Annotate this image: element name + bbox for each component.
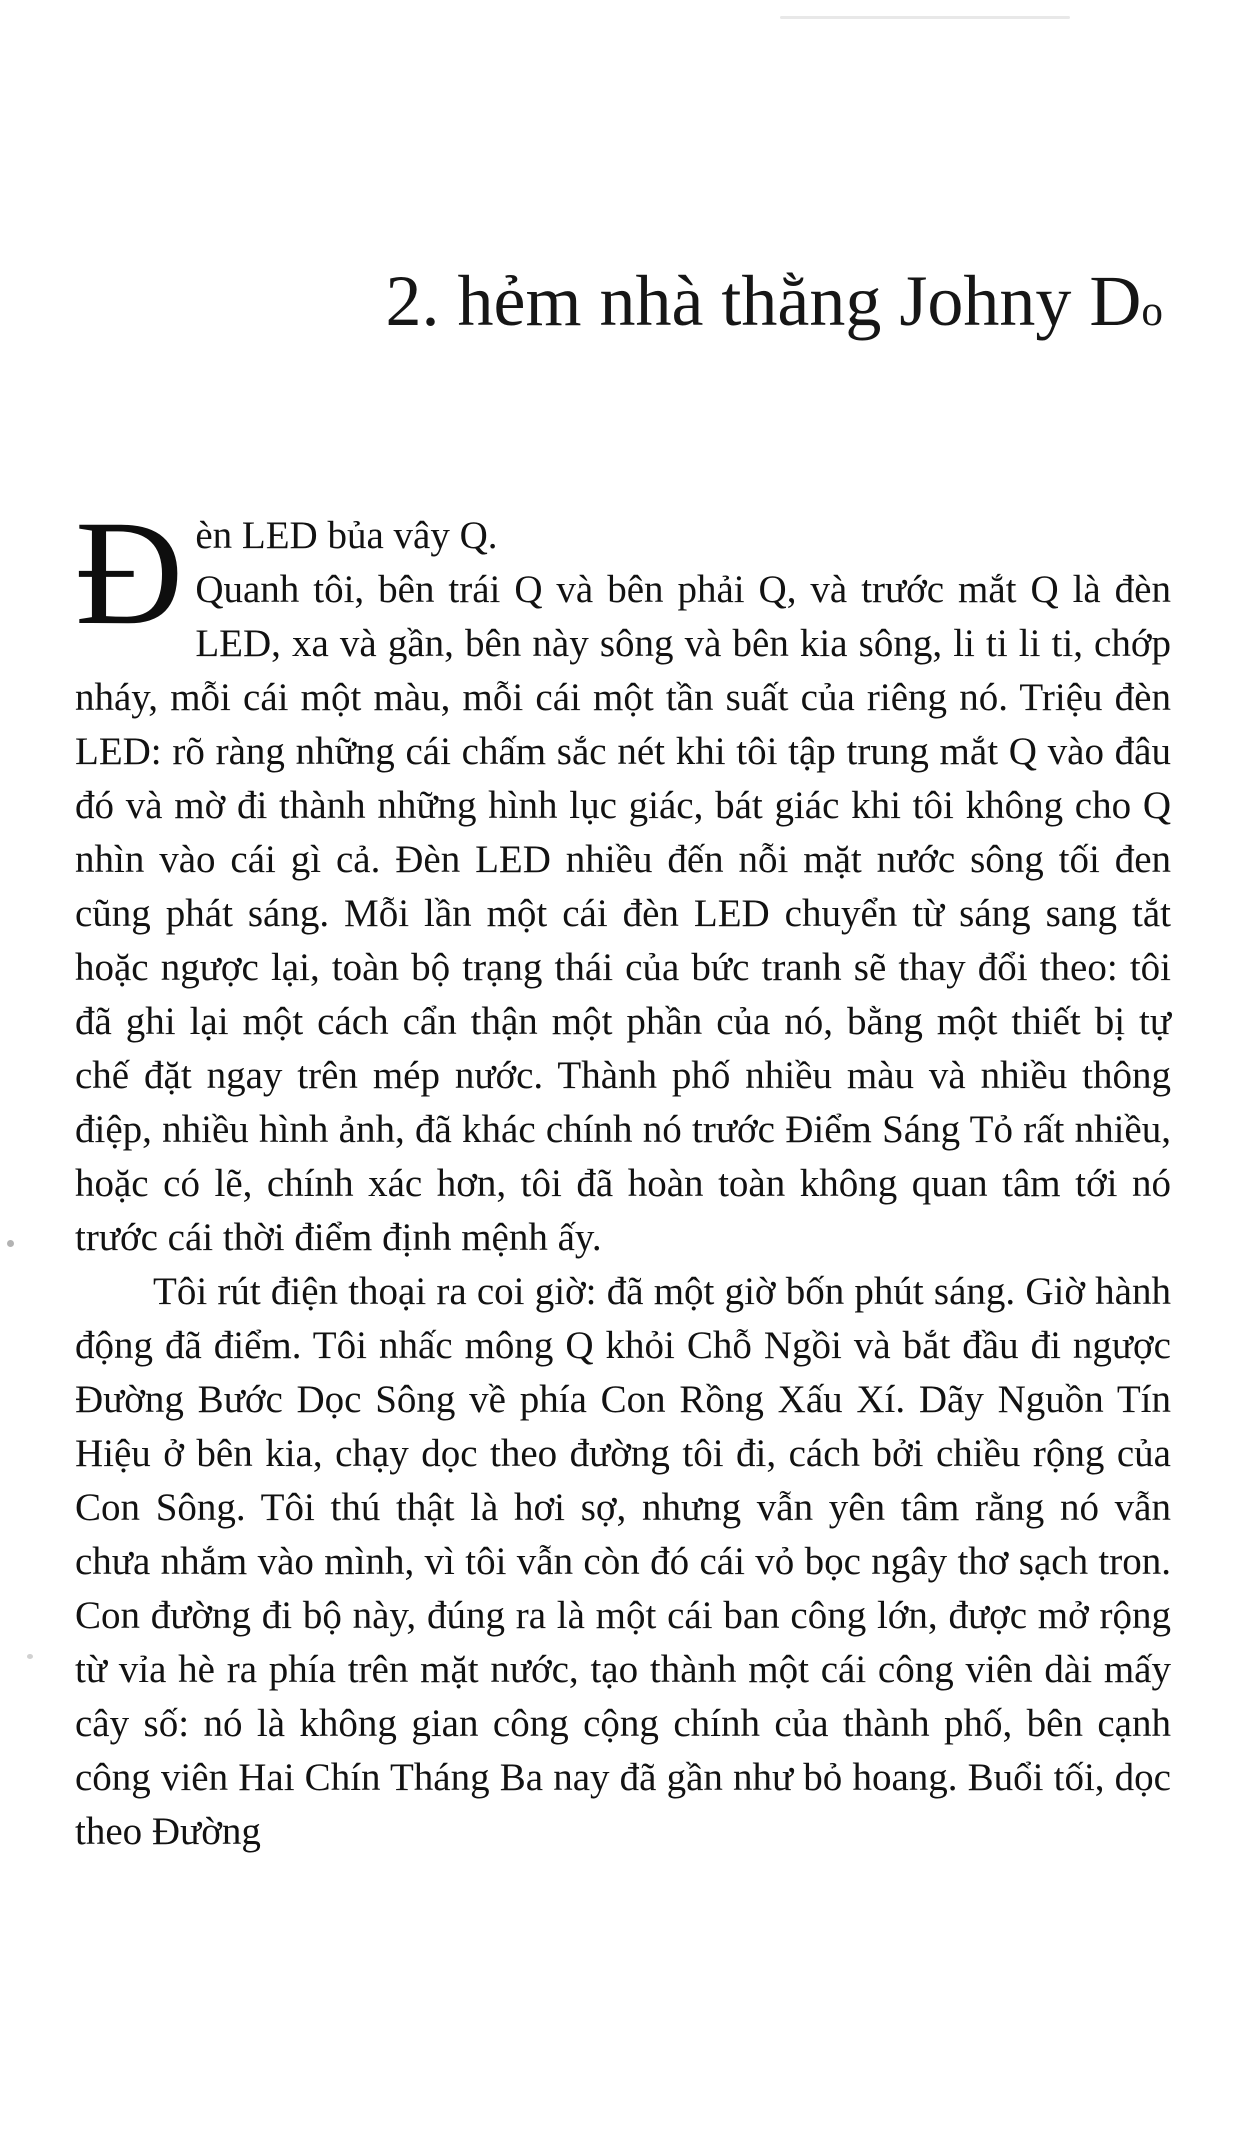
chapter-title-text: 2. hẻm nhà thằng Johny D [385, 261, 1142, 341]
scan-artifact-dot [27, 1654, 33, 1659]
chapter-title-small-o: o [1141, 288, 1163, 335]
opening-line: èn LED bủa vây Q. [195, 514, 498, 558]
drop-cap: Đ [75, 490, 184, 657]
text-block [75, 0, 1171, 1859]
body-text [75, 490, 1171, 1859]
paragraph-1: Quanh tôi, bên trái Q và bên phải Q, và trước mắt Q là đèn LED, xa và gần, bên này sông và bên kia sông, li ti li ti, chớp nháy, mỗi cái một màu, mỗi cái một tần suất của riêng nó. Triệu đèn LED: rõ ràng những cái chấm sắc nét khi tôi tập trung mắt Q vào đâu đó và mờ đi thành những hình lục giác, bát giác khi tôi không cho Q nhìn vào cái gì cả. Đèn LED nhiều đến nỗi mặt nước sông tối đen cũng phát sáng. Mỗi lần một cái đèn LED chuyển từ sáng sang tắt hoặc ngược lại, toàn bộ trạng thái của bức tranh sẽ thay đổi theo: tôi đã ghi lại một cách cẩn thận một phần của nó, bằng một thiết bị tự chế đặt ngay trên mép nước. Thành phố nhiều màu và nhiều thông điệp, nhiều hình ảnh, đã khác chính nó trước Điểm Sáng Tỏ rất nhiều, hoặc có lẽ, chính xác hơn, tôi đã hoàn toàn không quan tâm tới nó trước cái thời điểm định mệnh ấy. [75, 568, 1171, 1260]
chapter-title [75, 262, 1171, 341]
scan-artifact-dot [7, 1240, 14, 1247]
paragraph-2: Tôi rút điện thoại ra coi giờ: đã một giờ bốn phút sáng. Giờ hành động đã điểm. Tôi nhấc mông Q khỏi Chỗ Ngồi và bắt đầu đi ngược Đường Bước Dọc Sông về phía Con Rồng Xấu Xí. Dãy Nguồn Tín Hiệu ở bên kia, chạy dọc theo đường tôi đi, cách bởi chiều rộng của Con Sông. Tôi thú thật là hơi sợ, nhưng vẫn yên tâm rằng nó vẫn chưa nhắm vào mình, vì tôi vẫn còn đó cái vỏ bọc ngây thơ sạch tron. Con đường đi bộ này, đúng ra là một cái ban công lớn, được mở rộng từ vỉa hè ra phía trên mặt nước, tạo thành một cái công viên dài mấy cây số: nó là không gian công cộng chính của thành phố, bên cạnh công viên Hai Chín Tháng Ba nay đã gần như bỏ hoang. Buổi tối, dọc theo Đường [75, 1270, 1171, 1854]
